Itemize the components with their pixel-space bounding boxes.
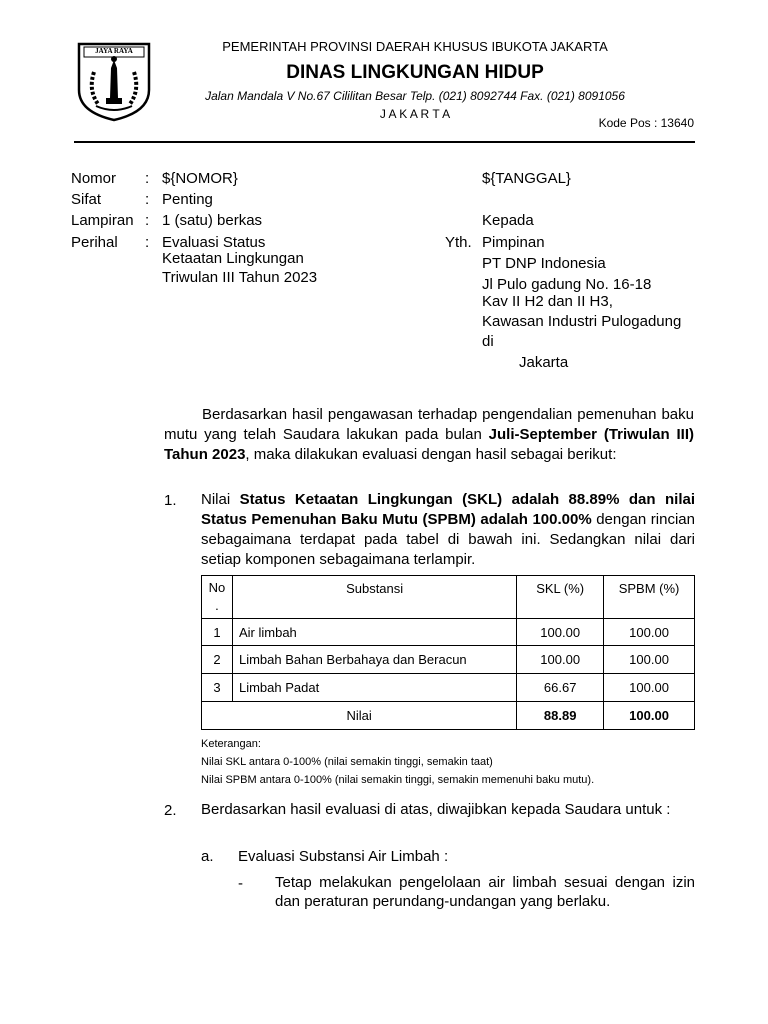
yth-label: Yth. <box>445 234 472 251</box>
city-name: J A K A R T A <box>379 107 451 121</box>
row-substansi: Limbah Bahan Berbahaya dan Beracun <box>232 646 516 674</box>
sub-a-label: a. <box>201 848 214 865</box>
kepada-label: Kepada <box>482 212 534 229</box>
agency-address: Jalan Mandala V No.67 Cililitan Besar Telp. (021) 8092744 Fax. (021) 8091056 <box>205 89 625 103</box>
row-spbm: 100.00 <box>604 646 695 674</box>
perihal-colon: : <box>145 234 150 251</box>
letterhead-divider <box>74 141 695 143</box>
item-1-text: Nilai <box>201 491 240 508</box>
dash-marker: - <box>238 875 243 892</box>
total-spbm: 100.00 <box>604 702 695 730</box>
lampiran-label: Lampiran <box>71 212 134 229</box>
row-no: 2 <box>202 646 233 674</box>
table-row <box>202 674 695 702</box>
table-header-row <box>202 576 695 619</box>
nomor-label: Nomor <box>71 170 117 187</box>
header-spbm: SPBM (%) <box>604 576 695 619</box>
evaluation-table <box>201 575 695 730</box>
row-no: 1 <box>202 619 233 646</box>
jakarta-crest-logo <box>76 42 152 122</box>
intro-period: Juli-September (Triwulan III) Tahun 2023 <box>164 426 694 463</box>
recipient-line: PT DNP Indonesia <box>482 255 606 272</box>
nomor-colon: : <box>145 170 150 187</box>
table-row <box>202 646 695 674</box>
row-skl: 66.67 <box>517 674 604 702</box>
nomor-value: ${NOMOR} <box>162 170 238 187</box>
recipient-line: Jl Pulo gadung No. 16-18 <box>482 276 652 293</box>
dash-paragraph: Tetap melakukan pengelolaan air limbah sesuai dengan izin dan peraturan perundang-undangan yang berlaku. <box>275 874 695 910</box>
notes-title: Keterangan: <box>201 738 261 750</box>
intro-paragraph <box>164 405 694 465</box>
letter-date: ${TANGGAL} <box>482 170 571 187</box>
perihal-line: Ketaatan Lingkungan <box>162 250 304 267</box>
agency-name: DINAS LINGKUNGAN HIDUP <box>286 62 544 83</box>
notes-line: Nilai SKL antara 0-100% (nilai semakin tinggi, semakin taat) <box>201 756 493 768</box>
header-no: No . <box>202 576 233 619</box>
sub-a-text: Evaluasi Substansi Air Limbah : <box>238 848 449 865</box>
row-skl: 100.00 <box>517 646 604 674</box>
recipient-line: Pimpinan <box>482 234 545 251</box>
sifat-value: Penting <box>162 191 213 208</box>
item-2-number: 2. <box>164 802 177 819</box>
intro-text: Berdasarkan hasil pengawasan terhadap pengendalian pemenuhan baku mutu yang telah Saudara lakukan pada bulan <box>164 406 694 443</box>
table-row <box>202 619 695 646</box>
intro-text-end: , maka dilakukan evaluasi dengan hasil sebagai berikut: <box>245 446 617 463</box>
logo-text: JAYA RAYA <box>95 47 133 55</box>
perihal-line: Triwulan III Tahun 2023 <box>162 269 318 286</box>
row-substansi: Air limbah <box>232 619 516 646</box>
perihal-label: Perihal <box>71 234 118 251</box>
total-skl: 88.89 <box>517 702 604 730</box>
item-1-paragraph <box>201 490 695 570</box>
recipient-line: Kav II H2 dan II H3, <box>482 293 613 310</box>
item-1-text-end: dengan rincian sebagaimana terdapat pada tabel di bawah ini. Sedangkan nilai dari setiap komponen sebagaimana terlampir. <box>201 511 695 568</box>
row-substansi: Limbah Padat <box>232 674 516 702</box>
perihal-line: Evaluasi Status <box>162 234 266 251</box>
lampiran-colon: : <box>145 212 150 229</box>
total-label: Nilai <box>202 702 517 730</box>
header-skl: SKL (%) <box>517 576 604 619</box>
header-substansi: Substansi <box>232 576 516 619</box>
item-2-paragraph: Berdasarkan hasil evaluasi di atas, diwajibkan kepada Saudara untuk : <box>201 801 671 818</box>
row-skl: 100.00 <box>517 619 604 646</box>
row-no: 3 <box>202 674 233 702</box>
item-1-number: 1. <box>164 492 177 509</box>
recipient-line: di <box>482 333 494 350</box>
recipient-line: Kawasan Industri Pulogadung <box>482 313 682 330</box>
lampiran-value: 1 (satu) berkas <box>162 212 263 229</box>
sifat-colon: : <box>145 191 150 208</box>
row-spbm: 100.00 <box>604 619 695 646</box>
notes-line: Nilai SPBM antara 0-100% (nilai semakin tinggi, semakin memenuhi baku mutu). <box>201 774 595 786</box>
postal-code: Kode Pos : 13640 <box>598 116 694 130</box>
table-total-row <box>202 702 695 730</box>
recipient-city: Jakarta <box>519 354 569 371</box>
government-name: PEMERINTAH PROVINSI DAERAH KHUSUS IBUKOTA JAKARTA <box>222 39 608 54</box>
row-spbm: 100.00 <box>604 674 695 702</box>
sifat-label: Sifat <box>71 191 102 208</box>
item-1-values: Status Ketaatan Lingkungan (SKL) adalah 88.89% dan nilai Status Pemenuhan Baku Mutu (SPBM) adalah 100.00% <box>201 491 695 528</box>
